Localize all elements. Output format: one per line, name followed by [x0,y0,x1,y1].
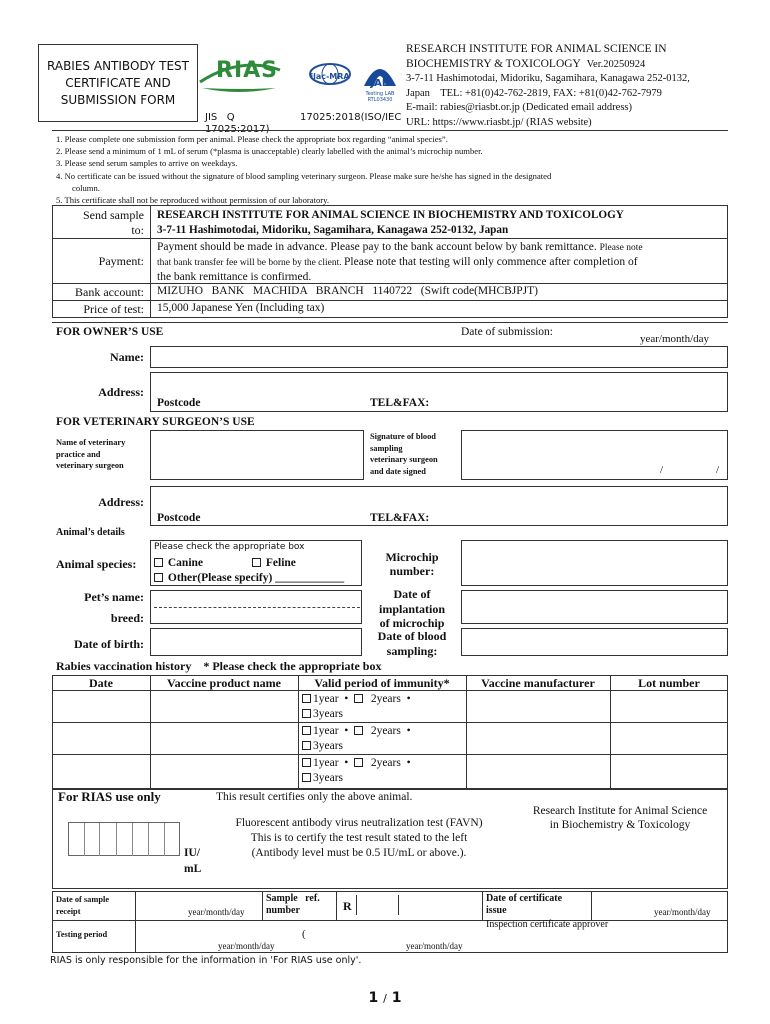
instructions-top-rule [52,130,728,131]
owner-name-label: Name: [110,350,144,364]
jis-label: JIS Q [205,112,235,123]
vet-practice-label-2: practice and [56,449,101,459]
vacc-row-3-2y-box[interactable] [354,758,363,767]
vacc-header-validity: Valid period of immunity* [314,676,450,690]
canine-checkbox[interactable] [154,557,203,569]
ref-tick-1 [356,895,357,915]
implantation-label-3: of microchip [379,616,445,630]
test-name: Fluorescent antibody virus neutralization test (FAVN) [235,817,483,829]
rias-grid-col-5 [591,891,592,920]
payment-line-1 [157,240,727,255]
vacc-row-3-bullet-2: • [406,757,411,769]
vacc-row-3-bullet-1: • [344,757,349,769]
iso-label: 17025:2018(ISO/IEC [300,112,402,123]
vet-signature-slash-1: / [660,464,664,476]
rias-institute [500,804,740,832]
page-current: 1 [368,990,379,1006]
cert-issue-label [486,893,562,917]
vaccination-title-text: Rabies vaccination history [56,659,192,673]
vet-signature-label [370,431,460,477]
vet-practice-label [56,437,148,472]
rias-grid-col-3 [336,891,337,920]
ilac-logo-text: ilac-MRA [310,72,350,81]
owner-top-rule [52,322,728,323]
instruction-1: 1. Please complete one submission form per animal. Please check the appropriate box regarding “animal species”. [56,134,448,144]
vacc-row-3-validity[interactable] [302,756,464,786]
rias-grid-col-4 [482,891,483,920]
test-description [214,816,504,861]
other-checkbox[interactable] [154,572,344,584]
rias-use-title: For RIAS use only [58,789,161,804]
iso-overflow: 17025:2017) [205,124,270,135]
breed-label: breed: [110,611,144,625]
vacc-row-3-2y: 2years [370,757,401,769]
vet-practice-label-1: Name of veterinary [56,438,126,447]
rias-grid-mid [52,920,728,921]
cert-issue-label-2: issue [486,905,507,916]
vet-signature-slash-2: / [716,464,720,476]
send-sample-label-1: Send sample [83,208,144,222]
implantation-date-field[interactable] [461,590,728,624]
result-unit [184,845,201,877]
feline-checkbox[interactable] [252,557,296,569]
digit-divider-2 [99,823,100,856]
payment-label: Payment: [98,254,144,268]
pet-name-breed-divider [154,607,360,608]
vacc-row-3-3y: 3years [313,772,344,784]
vacc-row-1-2y-box[interactable] [354,694,363,703]
digit-divider-4 [132,823,133,856]
date-submission-format: year/month/day [640,333,710,345]
footer-note: RIAS is only responsible for the information in 'For RIAS use only'. [50,955,362,966]
owner-section-title: FOR OWNER’S USE [56,326,164,338]
vacc-row-1-1y-box[interactable] [302,694,311,703]
institute-email: E-mail: rabies@riasbt.or.jp (Dedicated email address) [406,102,633,113]
owner-address-label: Address: [98,385,144,399]
instruction-5: 5. This certificate shall not be reproduced without permission of our laboratory. [56,195,330,206]
vacc-col-1 [150,675,151,789]
vacc-row-1-validity[interactable] [302,692,464,722]
sample-ref-label-2: number [266,905,300,916]
dob-label: Date of birth: [74,637,144,651]
vacc-row-2-1y: 1year [313,725,339,737]
institute-name-2-row [406,57,766,73]
sample-ref-label-1: Sample ref. [266,893,320,904]
vacc-row-2-line-2 [302,739,464,754]
digit-divider-1 [84,823,85,856]
info-rule-3 [52,300,728,301]
rias-certifies: This result certifies only the above animal. [216,791,413,803]
owner-postcode-label: Postcode [157,397,201,409]
owner-name-field[interactable] [150,346,728,368]
digit-divider-3 [116,823,117,856]
digit-divider-6 [164,823,165,856]
testing-period-label: Testing period [56,930,108,939]
send-sample-line-1: RESEARCH INSTITUTE FOR ANIMAL SCIENCE IN BIOCHEMISTRY AND TOXICOLOGY [157,209,624,221]
vet-practice-label-3: veterinary surgeon [56,461,124,470]
vacc-row-1-bullet-2: • [406,693,411,705]
price-label: Price of test: [83,302,144,316]
date-submission-label: Date of submission: [461,326,553,338]
vet-signature-label-3: veterinary surgeon [370,455,438,464]
animal-details-title: Animal’s details [56,527,125,538]
send-sample-line-2: 3-7-11 Hashimotodai, Midoriku, Sagamihara, Kanagawa 252-0132, Japan [157,224,509,236]
payment-line-2a: that bank transfer fee will be borne by the client. [157,258,345,268]
institute-address-1: 3-7-11 Hashimotodai, Midoriku, Sagamihara, Kanagawa 252-0132, [406,73,690,84]
instruction-2: 2. Please send a minimum of 1 mL of serum (*plasma is unacceptable) clearly labelled with the animal’s microchip number. [56,146,483,157]
vacc-row-1-line-1 [302,692,464,707]
canine-label: Canine [167,557,204,569]
institute-address-2: Japan TEL: +81(0)42-762-2819, FAX: +81(0)42-762-7979 [406,87,662,99]
vacc-row-3-line-2 [302,771,464,786]
payment-line-3: the bank remittance is confirmed. [157,271,312,283]
rias-grid [52,891,728,953]
instruction-3: 3. Please send serum samples to arrive on weekdays. [56,158,238,169]
sample-receipt-label-1: Date of sample [56,895,110,904]
testing-period-end: year/month/day [406,941,463,951]
testing-period-start: year/month/day [218,941,275,951]
jab-logo [360,54,400,104]
institute-name-1: RESEARCH INSTITUTE FOR ANIMAL SCIENCE IN [406,43,667,55]
institute-name-2: BIOCHEMISTRY & TOXICOLOGY [406,57,581,70]
implantation-label [366,587,458,631]
pet-name-label: Pet’s name: [84,590,144,604]
feline-checkbox-box[interactable] [252,558,261,567]
microchip-label-1: Microchip [385,550,439,564]
vacc-row-3-line-1 [302,756,464,771]
microchip-label [366,550,458,578]
send-sample-label-2: to: [131,223,144,237]
ilac-mra-logo [304,60,356,102]
microchip-label-2: number: [389,564,435,578]
page-total: 1 [391,990,402,1006]
approver-label: Inspection certificate approver [486,919,609,930]
certify-line: This is to certify the test result stated to the left [250,832,468,844]
ref-tick-2 [398,895,399,915]
jab-sub-text: Testing LAB RTL03430 [365,91,395,103]
page-number [335,990,435,1006]
send-sample-address [157,208,725,238]
vet-signature-label-1: Signature of blood [370,432,436,441]
rias-grid-col-2 [262,891,263,920]
vacc-header-manufacturer: Vaccine manufacturer [481,676,595,690]
rias-grid-col-1 [135,891,136,953]
result-unit-2: mL [184,863,202,875]
page-sep: / [383,992,387,1005]
blood-sampling-label-2: sampling: [386,643,438,658]
instruction-4-cont: column. [72,182,100,193]
version-label: Ver.20250924 [586,58,646,70]
sample-ref-prefix: R [343,899,352,913]
vet-signature-field[interactable] [461,430,728,480]
vacc-row-2-bullet-1: • [344,725,349,737]
animal-species-label: Animal species: [56,557,137,571]
institute-url: URL: https://www.riasbt.jp/ (RIAS website) [406,116,592,128]
other-label: Other(Please specify) ____________ [167,572,345,584]
feline-label: Feline [265,557,296,569]
vet-postcode-label: Postcode [157,512,201,524]
rias-logo [196,52,282,96]
payment-line-1a: Payment should be made in advance. Please pay to the bank account below by bank remittance. [157,241,600,253]
implantation-label-1: Date of [393,587,431,601]
vacc-rule-1 [52,722,728,723]
vacc-header-product: Vaccine product name [167,676,281,690]
result-unit-1: IU/ [184,847,200,859]
form-title: RABIES ANTIBODY TEST CERTIFICATE AND SUBMISSION FORM [47,59,189,107]
vet-telfax-label: TEL&FAX: [370,512,430,524]
vacc-row-2-3y: 3years [313,740,344,752]
vacc-header-lot: Lot number [638,676,700,690]
bank-label: Bank account: [75,285,144,299]
rias-institute-2: in Biochemistry & Toxicology [549,819,691,831]
vacc-row-1-3y-box[interactable] [302,709,311,718]
microchip-field[interactable] [461,540,728,586]
blood-sampling-label-1: Date of blood [377,629,447,643]
vacc-row-3-1y: 1year [313,757,339,769]
payment-text [157,240,727,284]
vacc-row-2-3y-box[interactable] [302,741,311,750]
cert-issue-label-1: Date of certificate [486,893,563,904]
vacc-row-2-2y-box[interactable] [354,726,363,735]
blood-sampling-field[interactable] [461,628,728,656]
vet-signature-label-4: and date signed [370,466,426,476]
info-rule-1 [52,238,728,239]
vacc-col-3 [466,675,467,789]
vet-section-title: FOR VETERINARY SURGEON’S USE [56,416,255,428]
digit-divider-5 [148,823,149,856]
antibody-level-line: (Antibody level must be 0.5 IU/mL or above.). [251,847,467,859]
vet-address-field[interactable] [150,486,728,526]
vacc-col-2 [298,675,299,789]
vacc-row-1-line-2 [302,707,464,722]
vacc-row-2-line-1 [302,724,464,739]
vaccination-title [56,659,381,674]
rias-institute-1: Research Institute for Animal Science [532,805,708,817]
vet-signature-label-2: sampling [370,443,403,453]
canine-checkbox-box[interactable] [154,558,163,567]
vacc-row-2-bullet-2: • [406,725,411,737]
instructions [56,133,728,206]
implantation-label-2: implantation [378,601,445,616]
sample-ref-label [266,893,320,917]
vacc-row-1-2y: 2years [370,693,401,705]
result-digit-boxes[interactable] [68,822,180,856]
payment-line-2b: Please note that testing will only commence after completion of [344,256,638,268]
sample-receipt-label [56,894,109,917]
rias-logo-text: RIAS [216,58,278,83]
vacc-row-2-1y-box[interactable] [302,726,311,735]
ilac-globe-icon [304,60,356,102]
info-divider [150,205,151,318]
send-sample-label [56,208,144,238]
vacc-rule-2 [52,754,728,755]
vacc-row-1-bullet-1: • [344,693,349,705]
testing-period-tilde: ( [302,928,306,940]
species-check-note: Please check the appropriate box [154,542,305,552]
vacc-header-date: Date [89,676,113,690]
instruction-4: 4. No certificate can be issued without the signature of blood sampling veterinary surgeon. Please make sure he/she has signed in the designated [56,170,552,181]
vacc-row-1-3y: 3years [313,708,344,720]
vet-practice-field[interactable] [150,430,364,480]
blood-sampling-label [366,629,458,658]
vaccination-note: * Please check the appropriate box [203,659,382,673]
sample-receipt-label-2: receipt [56,906,81,916]
payment-line-1b: Please note [599,243,643,253]
vacc-row-3-1y-box[interactable] [302,758,311,767]
bank-value: MIZUHO BANK MACHIDA BRANCH 1140722 (Swift code(MHCBJPJT) [157,285,538,297]
price-value: 15,000 Japanese Yen (Including tax) [157,302,325,314]
other-checkbox-box[interactable] [154,573,163,582]
jab-logo-text: JAB [370,78,390,89]
sample-receipt-format: year/month/day [188,907,245,917]
owner-telfax-label: TEL&FAX: [370,397,430,409]
vet-address-label: Address: [98,495,144,509]
vacc-row-2-validity[interactable] [302,724,464,754]
vacc-row-3-3y-box[interactable] [302,773,311,782]
dob-field[interactable] [150,628,362,656]
vacc-row-2-2y: 2years [370,725,401,737]
owner-address-field[interactable] [150,372,728,412]
vacc-col-4 [610,675,611,789]
payment-line-2 [157,255,727,270]
cert-issue-format: year/month/day [654,907,711,917]
vacc-row-1-1y: 1year [313,693,339,705]
institute-header [406,42,766,130]
